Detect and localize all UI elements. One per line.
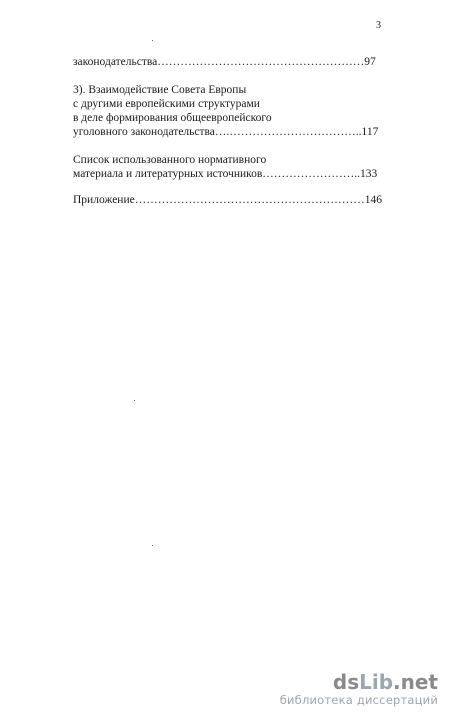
- scan-speck: [152, 545, 153, 546]
- watermark-caption: библиотека диссертаций: [279, 693, 438, 707]
- watermark-logo: [280, 671, 438, 693]
- toc-entry-line: Список использованного нормативного: [73, 154, 267, 166]
- watermark-logo-net: .net: [393, 670, 438, 694]
- toc-entry-line: 3). Взаимодействие Совета Европы: [73, 84, 247, 96]
- toc-entry-line: с другими европейскими структурами: [73, 98, 260, 110]
- toc-entry-line: материала и литературных источников……………………..133: [73, 168, 378, 180]
- scan-speck: [152, 40, 153, 41]
- page-number: 3: [376, 20, 381, 31]
- scan-speck: [134, 400, 135, 401]
- toc-entry-line: законодательства………………………………………………97: [73, 56, 376, 68]
- toc-entry-line: Приложение……………………………………………………146: [73, 194, 382, 206]
- watermark-logo-lib: Lib: [359, 670, 394, 694]
- toc-entry-line: в деле формирования общеевропейского: [73, 112, 272, 124]
- toc-entry-line: уголовного законодательства….……………………………..117: [73, 126, 379, 138]
- watermark-logo-ds: ds: [332, 670, 360, 694]
- watermark: [280, 671, 438, 707]
